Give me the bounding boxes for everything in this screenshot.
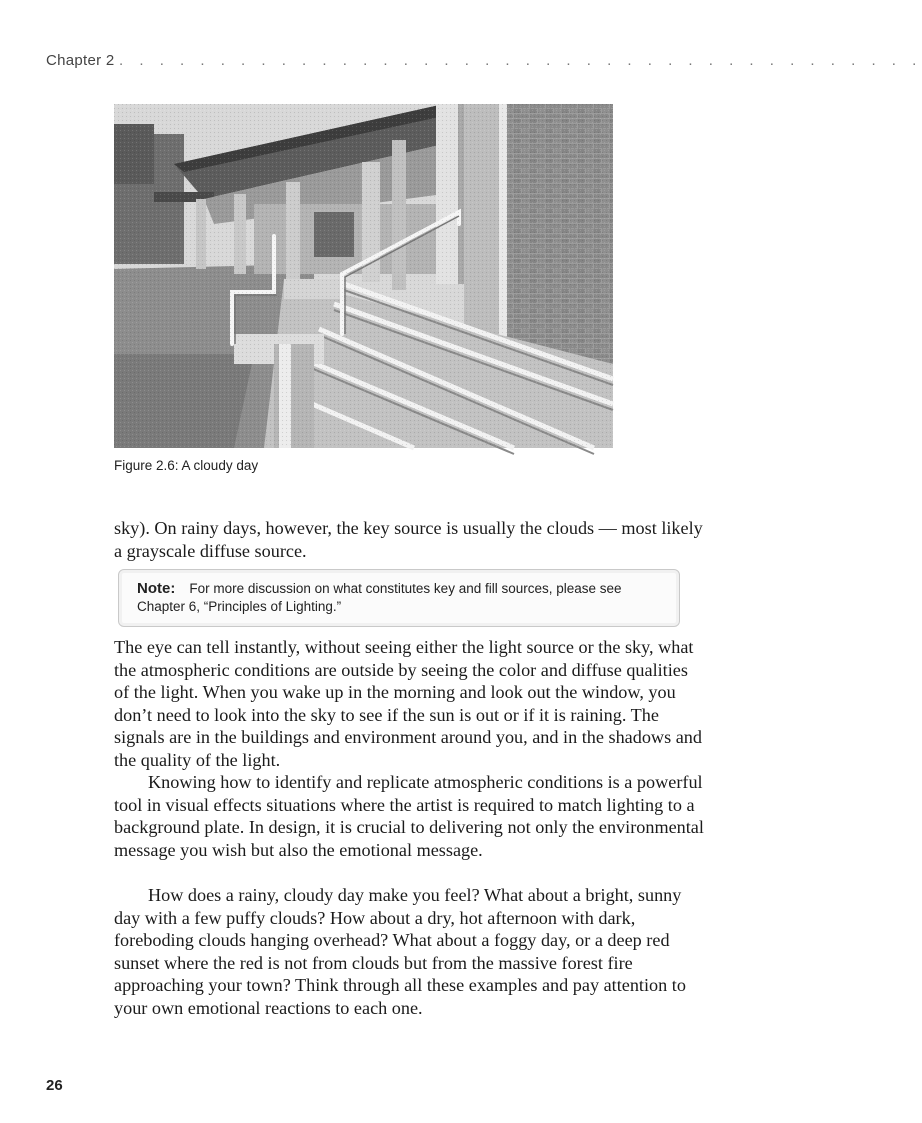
note-text: For more discussion on what constitutes key and fill sources, please see Chapter 6, “Principles of Lighting.” <box>137 581 622 614</box>
note-content <box>137 580 667 616</box>
note-label: Note: <box>137 580 176 597</box>
paragraph: How does a rainy, cloudy day make you feel? What about a bright, sunny day with a few puffy clouds? How about a dry, hot afternoon with dark, foreboding clouds hanging overhead? What about a foggy day, or a deep red sunset where the red is not from clouds but from the massive forest fire approaching your town? Think through all these examples and pay attention to your own emotional reactions to each one. <box>114 885 686 1018</box>
dot-leader: . . . . . . . . . . . . . . . . . . . . . . . . . . . . . . . . . . . . . . . . <box>119 52 922 69</box>
note-box <box>118 569 680 627</box>
paragraph-continued: sky). On rainy days, however, the key source is usually the clouds — most likely a grayscale diffuse source. <box>114 518 703 561</box>
page-number: 26 <box>46 1077 63 1094</box>
running-head <box>46 52 922 69</box>
paragraph: The eye can tell instantly, without seeing either the light source or the sky, what the atmospheric conditions are outside by seeing the color and diffuse qualities of the light. When you wake up in the morning and look out the window, you don’t need to look into the sky to see if the sun is out or if it is raining. The signals are in the buildings and environment around you, and in the shadows and the quality of the light. <box>114 637 702 770</box>
chapter-label: Chapter 2 <box>46 52 115 69</box>
figure-photo-cloudy-day <box>114 104 613 448</box>
paragraph: Knowing how to identify and replicate atmospheric conditions is a powerful tool in visual effects situations where the artist is required to match lighting to a background plate. In design, it is crucial to delivering not only the environmental message you wish but also the emotional message. <box>114 772 704 860</box>
figure-caption: Figure 2.6: A cloudy day <box>114 458 259 473</box>
cloudy-day-photo <box>114 104 613 448</box>
